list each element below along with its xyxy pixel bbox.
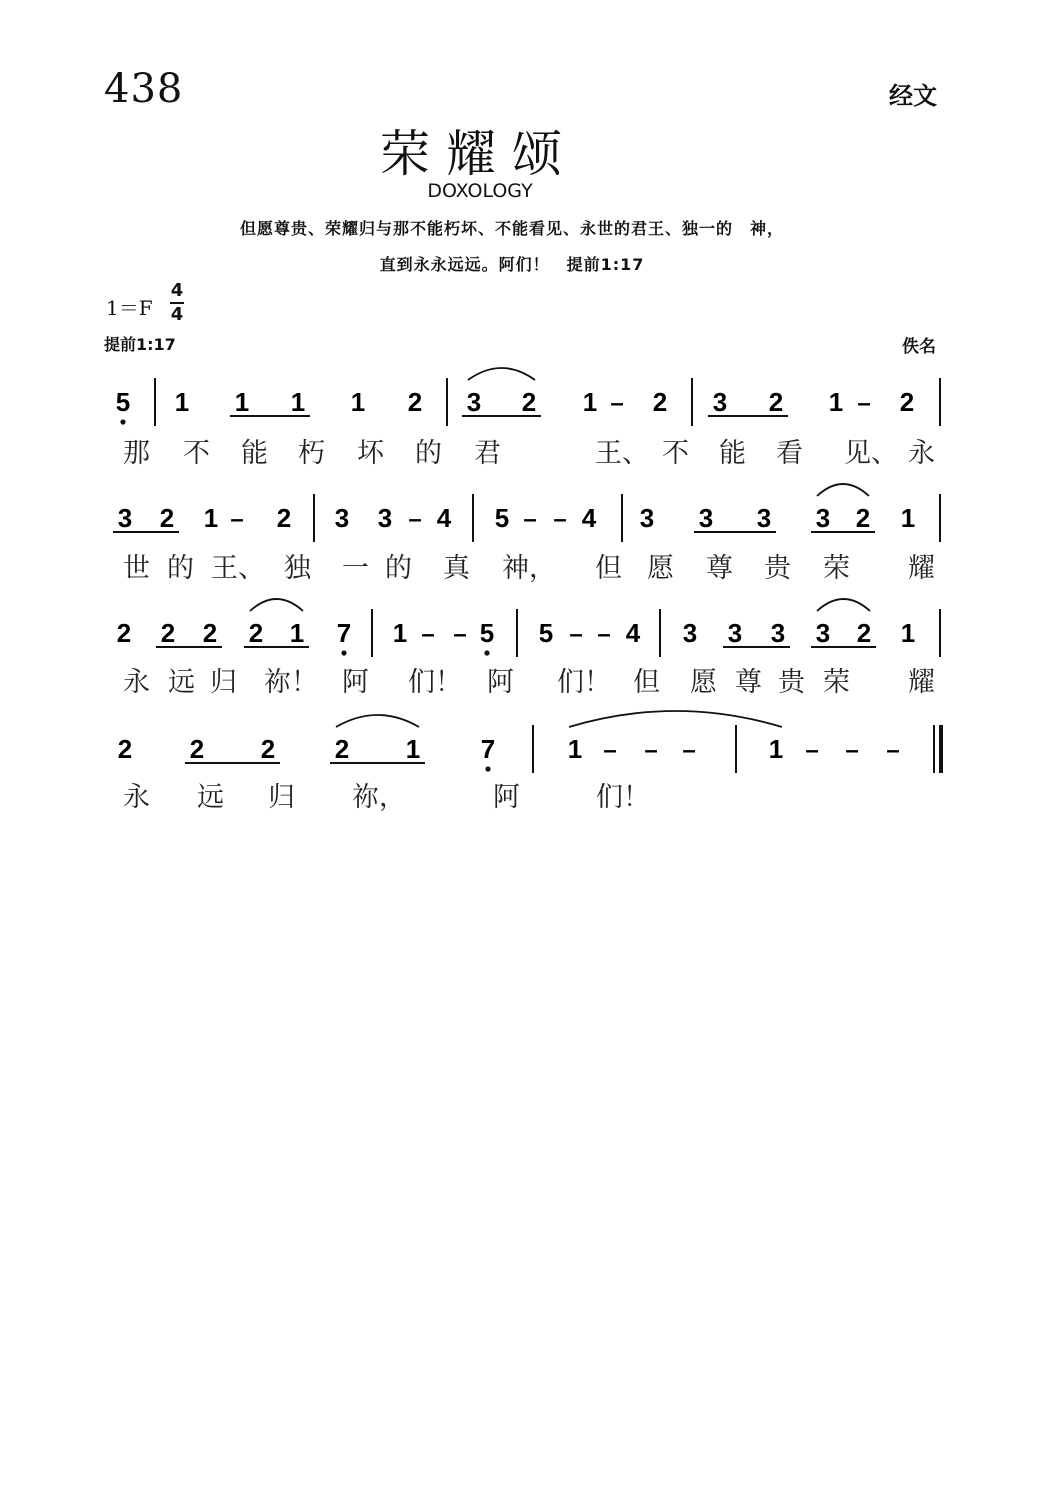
octave-dot [120,419,125,424]
lyric-syllable: 永 [908,438,935,469]
dash-extension: – [805,737,819,764]
lyric-syllable: 王、 [595,438,649,469]
dash-extension: – [845,737,859,764]
lyric-syllable: 祢， [352,782,406,813]
note: 3 [756,503,772,533]
octave-dot [341,650,346,655]
lyric-syllable: 君 [474,438,501,469]
lyric-syllable: 愿 [647,553,674,584]
lyric-syllable: 那 [123,438,150,469]
note: 2 [407,387,423,417]
note: 1 [582,387,598,417]
lyric-syllable: 不 [183,438,210,469]
lyric-syllable: 看 [776,438,803,469]
slur [569,711,782,727]
lyric-syllable: 的 [415,438,442,469]
key-signature: 1＝F [106,296,153,320]
lyric-syllable: 尊 [735,667,762,698]
note: 2 [260,734,276,764]
note: 2 [159,503,175,533]
note: 1 [290,387,306,417]
lyric-syllable: 们！ [596,782,650,813]
note: 3 [815,618,831,648]
lyric-syllable: 耀 [908,667,935,698]
note: 3 [712,387,728,417]
lyric-syllable: 愿 [690,667,717,698]
note: 2 [334,734,350,764]
dash-extension: – [553,506,567,533]
lyric-syllable: 见、 [844,438,898,469]
note: 5 [494,503,510,533]
lyric-syllable: 王、 [211,553,265,584]
note: 1 [828,387,844,417]
lyric-syllable: 远 [197,782,224,813]
note: 1 [900,503,916,533]
lyric-syllable: 荣 [823,667,850,698]
lyric-syllable: 一 [342,553,369,584]
note: 7 [336,618,352,648]
slur [817,484,869,496]
lyric-syllable: 阿 [493,782,520,813]
category-label: 经文 [889,82,937,110]
lyric-syllable: 朽 [298,438,325,469]
note: 3 [466,387,482,417]
composer: 佚名 [902,337,936,357]
lyric-syllable: 们！ [408,667,462,698]
dash-extension: – [408,506,422,533]
scripture-verse-line1: 但愿尊贵、荣耀归与那不能朽坏、不能看见、永世的君王、独一的 神， [239,219,784,238]
lyric-syllable: 贵 [764,553,791,584]
note: 5 [479,618,495,648]
dash-extension: – [603,737,617,764]
dash-extension: – [453,621,467,648]
note: 3 [377,503,393,533]
scripture-reference: 提前1:17 [104,335,176,354]
lyric-syllable: 归 [210,667,237,698]
note: 2 [899,387,915,417]
dash-extension: – [421,621,435,648]
note: 3 [770,618,786,648]
lyric-syllable: 的 [167,553,194,584]
note: 3 [682,618,698,648]
note: 4 [625,618,641,648]
note: 3 [639,503,655,533]
note: 3 [334,503,350,533]
note: 1 [768,734,784,764]
note: 1 [174,387,190,417]
lyric-syllable: 祢！ [264,667,318,698]
lyric-syllable: 但 [595,553,622,584]
scripture-verse-line2: 直到永永远远。阿们！ 提前1:17 [379,255,645,274]
note: 1 [289,618,305,648]
dash-extension: – [644,737,658,764]
note: 1 [567,734,583,764]
note: 1 [234,387,250,417]
lyric-syllable: 世 [123,553,150,584]
note: 2 [855,503,871,533]
lyric-syllable: 神， [502,553,556,584]
lyric-syllable: 尊 [706,553,733,584]
lyric-syllable: 的 [385,553,412,584]
note: 3 [117,503,133,533]
note: 1 [405,734,421,764]
lyric-syllable: 归 [268,782,295,813]
hymn-subtitle: DOXOLOGY [427,180,533,202]
note: 3 [698,503,714,533]
dash-extension: – [523,506,537,533]
note: 7 [480,734,496,764]
lyric-syllable: 真 [443,553,470,584]
slur [250,599,303,611]
note: 5 [115,387,131,417]
note: 2 [248,618,264,648]
dash-extension: – [610,390,624,417]
hymn-title: 荣耀颂 [380,125,578,183]
octave-dot [484,650,489,655]
lyric-syllable: 坏 [357,438,384,469]
dash-extension: – [857,390,871,417]
time-signature-bottom: 4 [170,304,184,325]
note: 2 [117,734,133,764]
lyric-syllable: 永 [123,667,150,698]
lyric-syllable: 能 [241,438,268,469]
lyric-syllable: 但 [633,667,660,698]
note: 2 [856,618,872,648]
note: 2 [276,503,292,533]
note: 3 [727,618,743,648]
note: 2 [160,618,176,648]
dash-extension: – [886,737,900,764]
slur [468,368,535,380]
note: 1 [900,618,916,648]
note: 1 [203,503,219,533]
dash-extension: – [682,737,696,764]
note: 2 [521,387,537,417]
slur [336,715,419,727]
note: 2 [116,618,132,648]
lyric-syllable: 阿 [342,667,369,698]
note: 2 [202,618,218,648]
note: 4 [436,503,452,533]
hymn-number: 438 [104,66,184,112]
lyric-syllable: 阿 [487,667,514,698]
note: 1 [350,387,366,417]
note: 2 [189,734,205,764]
lyric-syllable: 荣 [823,553,850,584]
octave-dot [485,766,490,771]
dash-extension: – [230,506,244,533]
dash-extension: – [569,621,583,648]
note: 5 [538,618,554,648]
note: 1 [392,618,408,648]
note: 3 [815,503,831,533]
lyric-syllable: 远 [168,667,195,698]
note: 4 [581,503,597,533]
lyric-syllable: 们！ [557,667,611,698]
lyric-syllable: 不 [662,438,689,469]
time-signature-top: 4 [170,280,184,301]
slur [817,599,870,611]
lyric-syllable: 永 [123,782,150,813]
lyric-syllable: 独 [284,553,311,584]
dash-extension: – [597,621,611,648]
note: 2 [652,387,668,417]
lyric-syllable: 能 [719,438,746,469]
lyric-syllable: 耀 [908,553,935,584]
lyric-syllable: 贵 [778,667,805,698]
note: 2 [768,387,784,417]
